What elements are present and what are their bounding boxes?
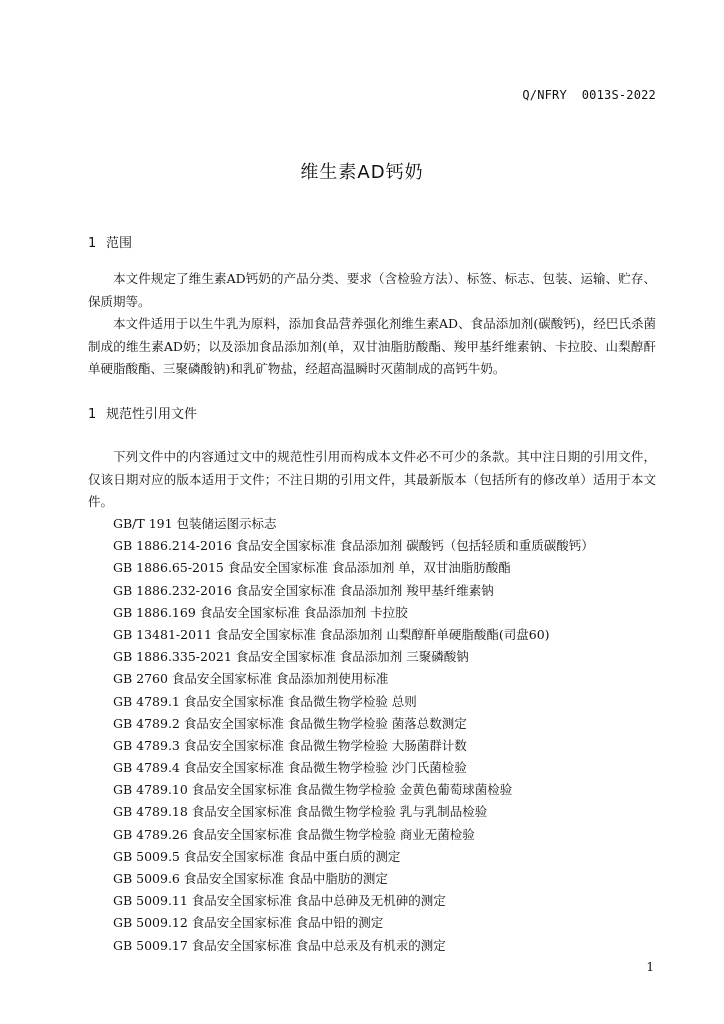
scope-paragraph-1: 本文件规定了维生素AD钙奶的产品分类、要求（含检验方法）、标签、标志、包装、运输、贮存、保质期等。 bbox=[88, 271, 656, 309]
reference-item: GB 1886.214-2016 食品安全国家标准 食品添加剂 碳酸钙（包括轻质和重质碳酸钙） bbox=[113, 538, 594, 554]
reference-item: GB/T 191 包装储运图示标志 bbox=[113, 516, 277, 531]
page-number: 1 bbox=[646, 960, 654, 974]
document-title: 维生素AD钙奶 bbox=[300, 162, 424, 183]
reference-item: GB 4789.2 食品安全国家标准 食品微生物学检验 菌落总数测定 bbox=[113, 715, 467, 731]
reference-item: GB 5009.11 食品安全国家标准 食品中总砷及无机砷的测定 bbox=[113, 893, 446, 909]
reference-item: GB 1886.232-2016 食品安全国家标准 食品添加剂 羧甲基纤维素钠 bbox=[113, 582, 494, 598]
section-number: 1 bbox=[88, 407, 97, 422]
section-title: 范围 bbox=[106, 236, 133, 251]
reference-item: GB 4789.4 食品安全国家标准 食品微生物学检验 沙门氏菌检验 bbox=[113, 760, 467, 776]
reference-item: GB 4789.18 食品安全国家标准 食品微生物学检验 乳与乳制品检验 bbox=[113, 804, 488, 820]
reference-item: GB 1886.335-2021 食品安全国家标准 食品添加剂 三聚磷酸钠 bbox=[113, 649, 469, 665]
reference-item: GB 5009.12 食品安全国家标准 食品中铅的测定 bbox=[113, 915, 384, 931]
reference-item: GB 13481-2011 食品安全国家标准 食品添加剂 山梨醇酐单硬脂酸酯(司盘60) bbox=[113, 626, 550, 642]
references-intro-paragraph: 下列文件中的内容通过文中的规范性引用而构成本文件必不可少的条款。其中注日期的引用文件，仅该日期对应的版本适用于文件；不注日期的引用文件，其最新版本（包括所有的修改单）适用于本文件。 bbox=[88, 449, 656, 509]
reference-item: GB 4789.26 食品安全国家标准 食品微生物学检验 商业无菌检验 bbox=[113, 826, 475, 842]
reference-list bbox=[113, 513, 594, 957]
reference-item: GB 1886.169 食品安全国家标准 食品添加剂 卡拉胶 bbox=[113, 604, 408, 620]
standard-code: Q/NFRY 0013S-2022 bbox=[522, 88, 656, 102]
section-title: 规范性引用文件 bbox=[106, 407, 198, 422]
reference-item: GB 4789.10 食品安全国家标准 食品微生物学检验 金黄色葡萄球菌检验 bbox=[113, 782, 513, 798]
reference-item: GB 4789.1 食品安全国家标准 食品微生物学检验 总则 bbox=[113, 693, 417, 709]
scope-paragraph-2: 本文件适用于以生牛乳为原料，添加食品营养强化剂维生素AD、食品添加剂(碳酸钙)，经巴氏杀菌制成的维生素AD奶；以及添加食品添加剂(单，双甘油脂肪酸酯、羧甲基纤维素钠、卡拉胶、山梨醇酐单硬脂酸酯、三聚磷酸钠)和乳矿物盐，经超高温瞬时灭菌制成的高钙牛奶。 bbox=[88, 316, 656, 376]
reference-item: GB 5009.17 食品安全国家标准 食品中总汞及有机汞的测定 bbox=[113, 937, 446, 953]
reference-item: GB 5009.5 食品安全国家标准 食品中蛋白质的测定 bbox=[113, 848, 401, 864]
section-heading-normative-references bbox=[88, 403, 197, 422]
reference-item: GB 1886.65-2015 食品安全国家标准 食品添加剂 单，双甘油脂肪酸酯 bbox=[113, 560, 511, 576]
section-number: 1 bbox=[88, 236, 97, 251]
reference-item: GB 2760 食品安全国家标准 食品添加剂使用标准 bbox=[113, 671, 389, 687]
section-heading-scope bbox=[88, 232, 132, 251]
reference-item: GB 4789.3 食品安全国家标准 食品微生物学检验 大肠菌群计数 bbox=[113, 737, 467, 753]
reference-item: GB 5009.6 食品安全国家标准 食品中脂肪的测定 bbox=[113, 871, 388, 886]
